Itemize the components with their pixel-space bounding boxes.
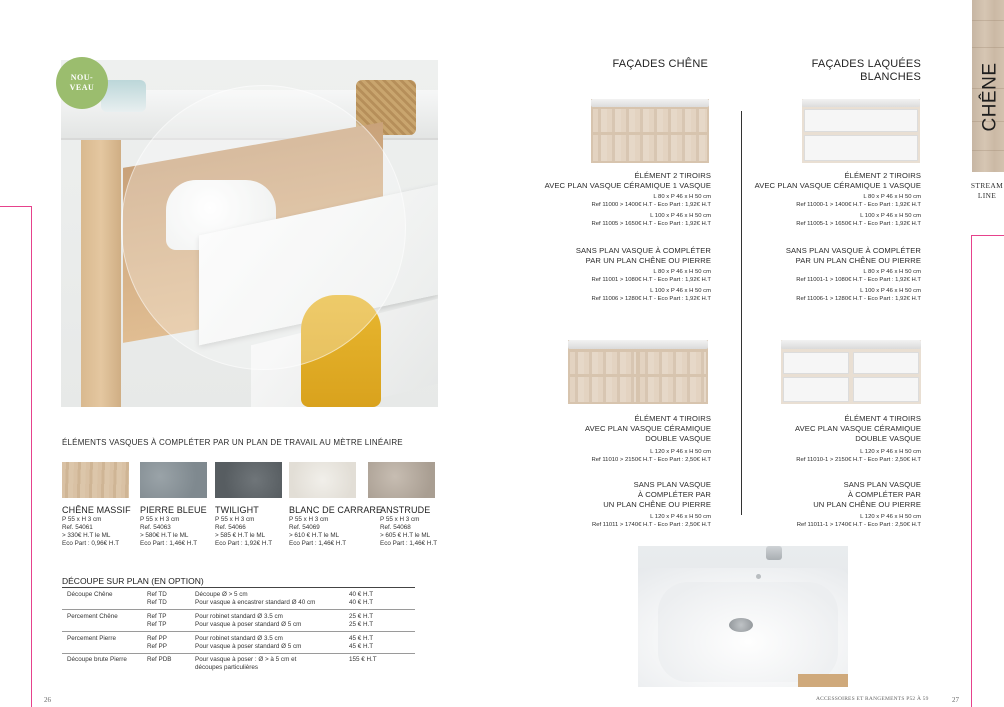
vanity-2-drawers-white xyxy=(802,99,920,163)
crop-mark-right xyxy=(971,235,1004,236)
column-title-white: FAÇADES LAQUÉES BLANCHES xyxy=(811,58,921,83)
new-badge: NOU- VEAU xyxy=(56,57,108,109)
swatch-twilight xyxy=(215,462,282,498)
product-specs: L 120 x P 46 x H 50 cm Ref 11011-1 > 1740€ H.T - Eco Part : 2,50€ H.T xyxy=(796,514,921,529)
product-specs: L 80 x P 46 x H 50 cm Ref 11001 > 1080€ H.T - Eco Part : 1,92€ H.T xyxy=(591,269,711,284)
vanity-2-drawers-oak xyxy=(591,99,709,163)
vanity-drawer-photo xyxy=(61,60,438,407)
page-number-right: 27 xyxy=(952,696,959,704)
table-rule-top xyxy=(62,587,415,588)
ceramic-basin-photo xyxy=(638,546,848,687)
product-title: SANS PLAN VASQUE À COMPLÉTER PAR UN PLAN CHÊNE OU PIERRE xyxy=(785,246,921,265)
product-specs: L 100 x P 46 x H 50 cm Ref 11005-1 > 1650€ H.T - Eco Part : 1,92€ H.T xyxy=(796,213,921,228)
page-number-left: 26 xyxy=(44,696,51,704)
product-title: SANS PLAN VASQUE À COMPLÉTER PAR UN PLAN CHÊNE OU PIERRE xyxy=(575,246,711,265)
product-title: ÉLÉMENT 4 TIROIRS AVEC PLAN VASQUE CÉRAMIQUE DOUBLE VASQUE xyxy=(795,414,921,443)
table-rule xyxy=(62,631,415,632)
product-specs: L 100 x P 46 x H 50 cm Ref 11006-1 > 1280€ H.T - Eco Part : 1,92€ H.T xyxy=(796,288,921,303)
product-title: SANS PLAN VASQUE À COMPLÉTER PAR UN PLAN CHÊNE OU PIERRE xyxy=(603,480,711,509)
product-title: ÉLÉMENT 4 TIROIRS AVEC PLAN VASQUE CÉRAMIQUE DOUBLE VASQUE xyxy=(585,414,711,443)
swatch-info-pierre-bleue: PIERRE BLEUE P 55 x H 3 cm Ref. 54063 > 580€ H.T le ML Eco Part : 1,46€ H.T xyxy=(140,505,207,547)
crop-mark-right-vertical xyxy=(971,235,972,707)
footer-note: ACCESSOIRES ET RANGEMENTS P52 À 59 xyxy=(816,696,929,702)
range-name: STREAM LINE xyxy=(970,181,1004,200)
swatch-info-anstrude: ANSTRUDE P 55 x H 3 cm Ref. 54068 > 605 € H.T le ML Eco Part : 1,46€ H.T xyxy=(380,505,438,547)
crop-mark-left xyxy=(0,206,32,207)
collection-tab-label: CHÊNE xyxy=(979,62,1001,132)
swatch-chene-massif xyxy=(62,462,129,498)
product-specs: L 120 x P 46 x H 50 cm Ref 11010-1 > 2150€ H.T - Eco Part : 2,50€ H.T xyxy=(796,449,921,464)
product-specs: L 120 x P 46 x H 50 cm Ref 11010 > 2150€ H.T - Eco Part : 2,50€ H.T xyxy=(591,449,711,464)
product-specs: L 100 x P 46 x H 50 cm Ref 11006 > 1280€ H.T - Eco Part : 1,92€ H.T xyxy=(591,288,711,303)
swatch-blanc-de-carrare xyxy=(289,462,356,498)
swatch-info-twilight: TWILIGHT P 55 x H 3 cm Ref. 54066 > 585 € H.T le ML Eco Part : 1,92€ H.T xyxy=(215,505,273,547)
swatch-info-chene-massif: CHÊNE MASSIF P 55 x H 3 cm Ref. 54061 > 330€ H.T le ML Eco Part : 0,96€ H.T xyxy=(62,505,131,547)
worktop-section-title: ÉLÉMENTS VASQUES À COMPLÉTER PAR UN PLAN DE TRAVAIL AU MÈTRE LINÉAIRE xyxy=(62,438,403,447)
table-rule xyxy=(62,609,415,610)
product-specs: L 80 x P 46 x H 50 cm Ref 11000-1 > 1400€ H.T - Eco Part : 1,92€ H.T xyxy=(796,194,921,209)
product-specs: L 80 x P 46 x H 50 cm Ref 11001-1 > 1080€ H.T - Eco Part : 1,92€ H.T xyxy=(796,269,921,284)
crop-mark-left-vertical xyxy=(31,206,32,707)
swatch-info-blanc-de-carrare: BLANC DE CARRARE P 55 x H 3 cm Ref. 54069 > 610 € H.T le ML Eco Part : 1,46€ H.T xyxy=(289,505,383,547)
product-specs: L 80 x P 46 x H 50 cm Ref 11000 > 1400€ H.T - Eco Part : 1,92€ H.T xyxy=(591,194,711,209)
product-title: ÉLÉMENT 2 TIROIRS AVEC PLAN VASQUE CÉRAMIQUE 1 VASQUE xyxy=(544,171,711,190)
product-specs: L 120 x P 46 x H 50 cm Ref 11011 > 1740€ H.T - Eco Part : 2,50€ H.T xyxy=(591,514,711,529)
cutting-options-title: DÉCOUPE SUR PLAN (EN OPTION) xyxy=(62,576,204,586)
swatch-anstrude xyxy=(368,462,435,498)
table-rule xyxy=(62,653,415,654)
column-divider xyxy=(741,111,742,515)
vanity-4-drawers-oak xyxy=(568,340,708,404)
product-title: SANS PLAN VASQUE À COMPLÉTER PAR UN PLAN CHÊNE OU PIERRE xyxy=(813,480,921,509)
column-title-oak: FAÇADES CHÊNE xyxy=(612,58,708,70)
swatch-pierre-bleue xyxy=(140,462,207,498)
product-title: ÉLÉMENT 2 TIROIRS AVEC PLAN VASQUE CÉRAMIQUE 1 VASQUE xyxy=(754,171,921,190)
vanity-4-drawers-white xyxy=(781,340,921,404)
product-specs: L 100 x P 46 x H 50 cm Ref 11005 > 1650€ H.T - Eco Part : 1,92€ H.T xyxy=(591,213,711,228)
